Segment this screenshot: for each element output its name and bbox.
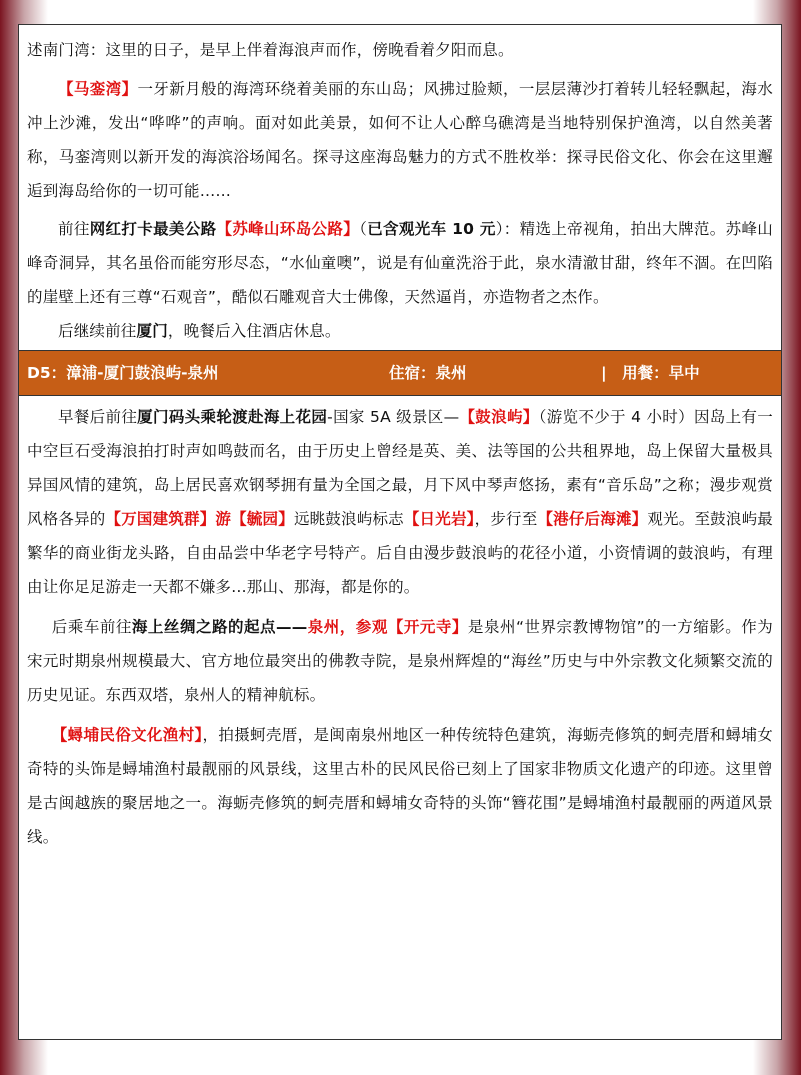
highlight-gulangyu: 【鼓浪屿】 <box>459 408 539 426</box>
paragraph-xunpu-village <box>27 718 773 854</box>
paragraph-kaiyuan-temple <box>27 610 773 712</box>
day-title: D5：漳浦-厦门鼓浪屿-泉州 <box>27 364 219 382</box>
text: 述南门湾：这里的日子，是早上伴着海浪声而作，傍晚看着夕阳而息。 <box>27 41 514 59</box>
paragraph-xiamen <box>27 314 773 348</box>
text: 早餐后前往 <box>58 408 138 426</box>
text: 后乘车前往 <box>51 618 132 636</box>
day5-header <box>19 350 781 396</box>
text: ）：精选上帝视角，拍出大牌范。苏峰山峰奇洞异，其名虽俗而能穷形尽态，“水仙童噢”，说是有仙童洗浴于此，泉水清澈甘甜，终年不涸。在凹陷的崖壁上还有三尊“石观音”，酷似石雕观音大士佛像，天然逼肖，亦造物者之杰作。 <box>27 220 774 306</box>
emphasis-text: 厦门 <box>136 322 168 340</box>
text: 前往 <box>58 220 90 238</box>
emphasis-text: 海上丝绸之路的起点—— <box>131 618 308 636</box>
highlight-sunlight-rock: 【日光岩】 <box>403 510 475 528</box>
text: ，晚餐后入住酒店休息。 <box>167 322 341 340</box>
highlight-beach: 【港仔后海滩】 <box>537 510 648 528</box>
text: -国家 5A 级景区— <box>327 408 460 426</box>
highlight-kaiyuan-temple: 泉州，参观【开元寺】 <box>307 618 468 636</box>
meal-info: | 用餐：早中 <box>601 364 700 382</box>
itinerary-sheet <box>18 24 782 1040</box>
text: 远眺鼓浪屿标志 <box>293 510 404 528</box>
paragraph-nanmen-bay <box>27 33 773 67</box>
emphasis-text: 已含观光车 10 元 <box>367 220 496 238</box>
emphasis-text: 网红打卡最美公路 <box>89 220 217 238</box>
paragraph-sufeng-road <box>27 212 773 314</box>
text: ，步行至 <box>474 510 538 528</box>
day5-section <box>19 396 781 854</box>
highlight-buildings: 【万国建筑群】游【毓园】 <box>105 510 294 528</box>
text: 后继续前往 <box>58 322 137 340</box>
day4-section <box>19 25 781 348</box>
highlight-sufeng-road: 【苏峰山环岛公路】 <box>216 220 360 238</box>
hotel-info: 住宿：泉州 <box>389 364 467 382</box>
paragraph-gulangyu <box>27 400 773 604</box>
text: 是泉州“世界宗教博物馆”的一方缩影。作为宋元时期泉州规模最大、官方地位最突出的佛教寺院，是泉州辉煌的“海丝”历史与中外宗教文化频繁交流的历史见证。东西双塔，泉州人的精神航标。 <box>27 618 773 704</box>
text: （ <box>359 220 368 238</box>
paragraph-maluan-bay <box>27 72 773 208</box>
text: ，拍摄蚵壳厝，是闽南泉州地区一种传统特色建筑，海蛎壳修筑的蚵壳厝和蟳埔女奇特的头饰是蟳埔渔村最靓丽的风景线，这里古朴的民风民俗已刻上了国家非物质文化遗产的印迹。这里曾是古闽越族的聚居地之一。海蛎壳修筑的蚵壳厝和蟳埔女奇特的头饰“簪花围”是蟳埔渔村最靓丽的两道风景线。 <box>27 726 773 846</box>
text: 一牙新月般的海湾环绕着美丽的东山岛；风拂过脸颊，一层层薄沙打着转儿轻轻飘起，海水冲上沙滩，发出“哗哗”的声响。面对如此美景，如何不让人心醉乌礁湾是当地特别保护渔湾，以自然美著称，马銮湾则以新开发的海滨浴场闻名。探寻这座海岛魅力的方式不胜枚举：探寻民俗文化、你会在这里邂逅到海岛给你的一切可能…… <box>27 80 773 200</box>
highlight-xunpu-village: 【蟳埔民俗文化渔村】 <box>51 726 203 744</box>
text: 观光。至鼓浪屿最 繁华的商业街龙头路，自由品尝中华老字号特产。后自由漫步鼓浪屿的花径小道，小资情调的鼓浪屿，有理由让你足足游走一天都不嫌多…那山、那海，都是你的。 <box>27 510 773 596</box>
text: （游览不少于 4 小时）因岛上有一中空巨石受海浪拍打时声如鸣鼓而名，由于历史上曾经是英、美、法等国的公共租界地，岛上保留大量极具异国风情的建筑，岛上居民喜欢钢琴拥有量为全国之最，月下风中琴声悠扬，素有“音乐岛”之称；漫步观赏风格各异的 <box>27 408 773 528</box>
emphasis-text: 厦门码头乘轮渡赴海上花园 <box>137 408 328 426</box>
highlight-maluan-bay: 【马銮湾】 <box>58 80 138 98</box>
